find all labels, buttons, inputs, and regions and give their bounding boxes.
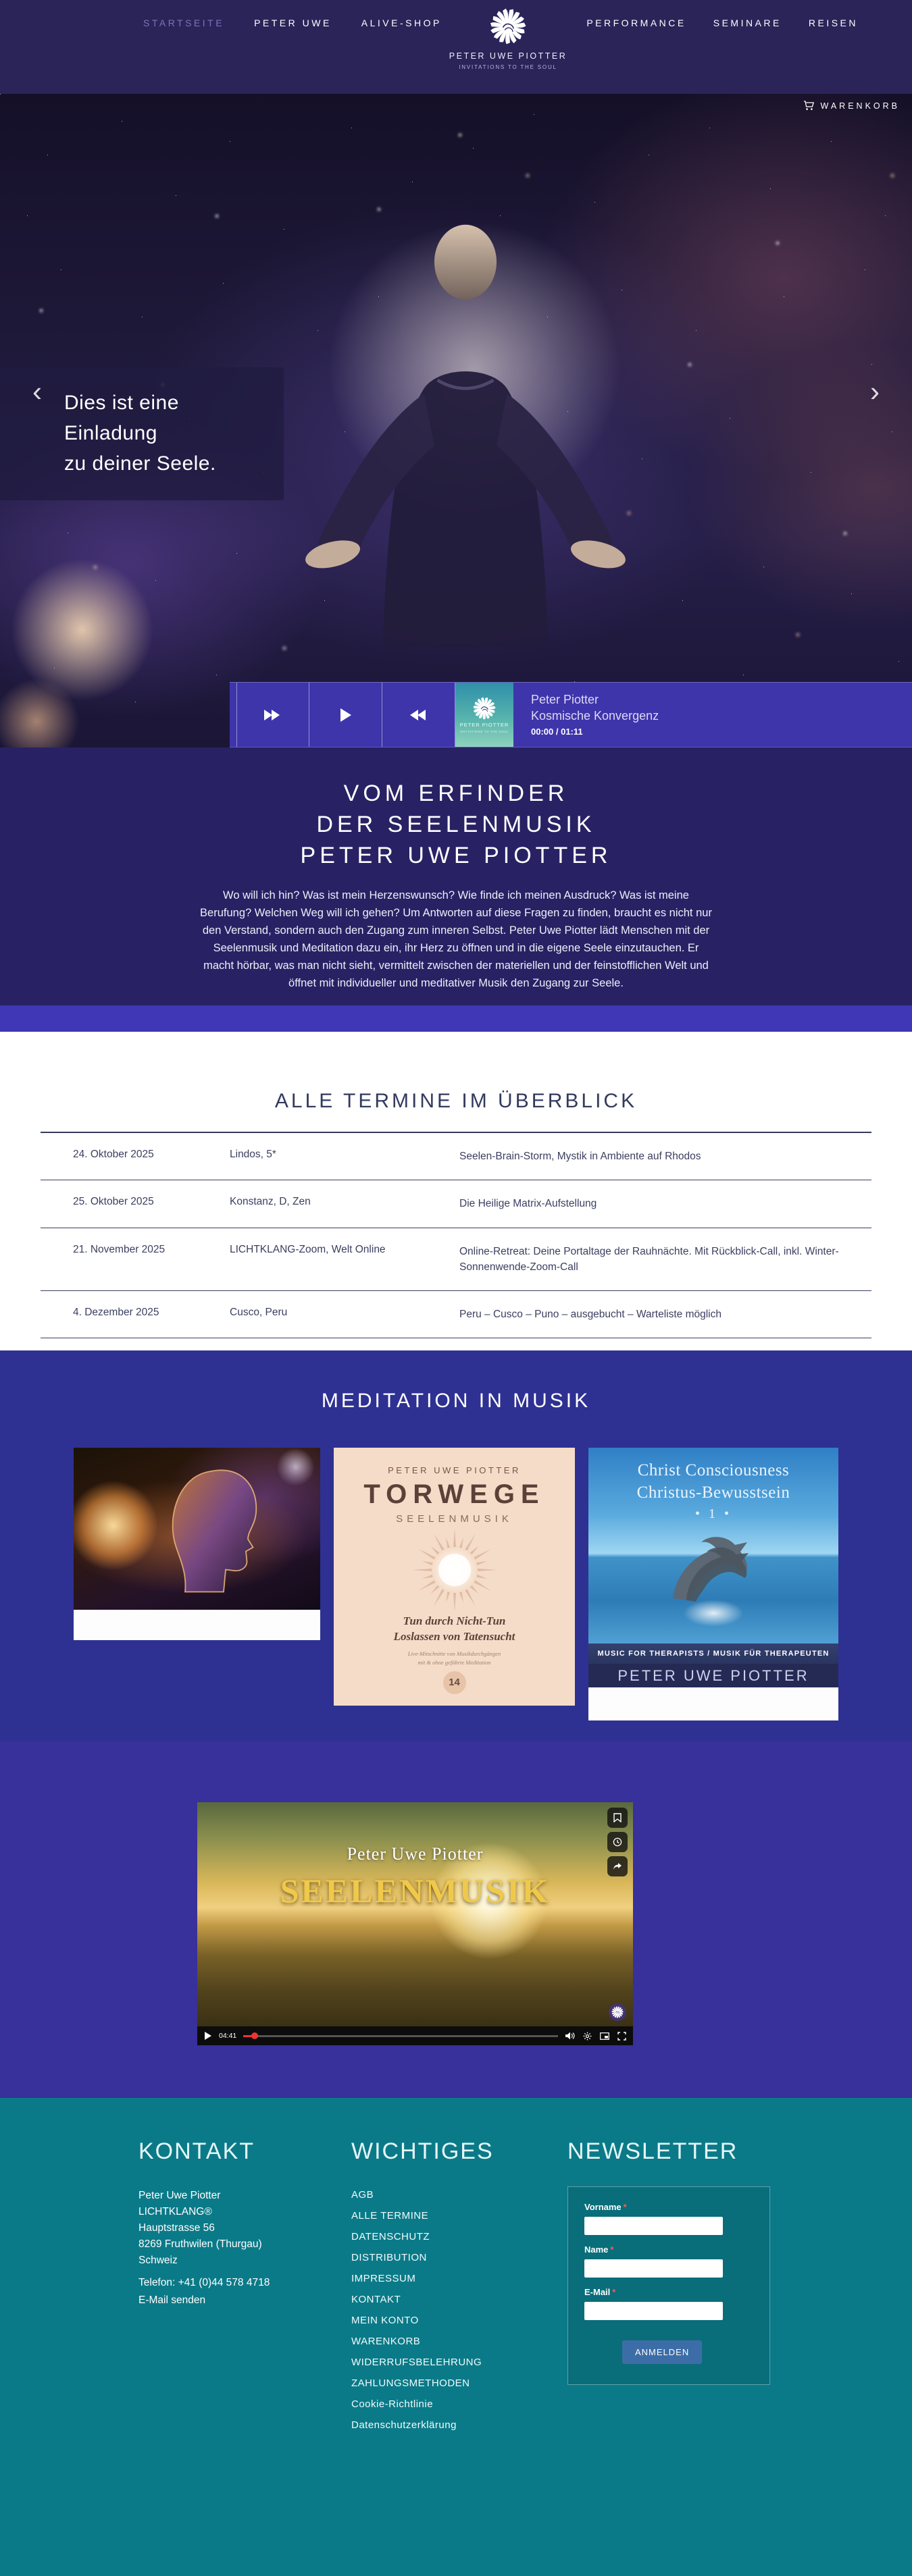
album-christ-title-de: Christus-Bewusstsein bbox=[636, 1483, 790, 1502]
video-right-controls bbox=[565, 2032, 626, 2041]
logo-subtitle: INVITATIONS TO THE SOUL bbox=[459, 64, 557, 70]
kontakt-brand: LICHTKLANG® bbox=[138, 2206, 212, 2218]
nav-item-alive-shop[interactable]: ALIVE-SHOP bbox=[361, 18, 442, 28]
video-overlay-buttons bbox=[607, 1808, 628, 1876]
name-field[interactable] bbox=[584, 2259, 723, 2278]
footer-kontakt bbox=[138, 2138, 341, 2307]
hero-slider bbox=[0, 94, 912, 747]
about-title-line1: VOM ERFINDER bbox=[343, 781, 569, 806]
footer-link-agb[interactable]: AGB bbox=[351, 2189, 374, 2201]
album-christ-number: • 1 • bbox=[694, 1506, 732, 1521]
site-logo[interactable] bbox=[420, 8, 596, 70]
site-header bbox=[0, 0, 912, 94]
album-torwege-number-badge: 14 bbox=[443, 1671, 466, 1694]
termine-event: Peru – Cusco – Puno – ausgebucht – Warteliste möglich bbox=[459, 1309, 721, 1320]
footer bbox=[0, 2098, 912, 2576]
termine-row[interactable] bbox=[41, 1180, 871, 1228]
termine-date: 25. Oktober 2025 bbox=[73, 1196, 154, 1208]
shopping-cart-icon bbox=[803, 101, 815, 111]
cart-label: WARENKORB bbox=[820, 101, 900, 111]
video-player[interactable] bbox=[197, 1802, 633, 2045]
spiral-logo-icon bbox=[490, 8, 526, 45]
wichtiges-heading: WICHTIGES bbox=[351, 2138, 494, 2164]
required-mark: * bbox=[612, 2287, 616, 2297]
previous-track-icon bbox=[263, 708, 283, 722]
footer-link-widerrufsbelehrung[interactable]: WIDERRUFSBELEHRUNG bbox=[351, 2357, 482, 2368]
required-mark: * bbox=[623, 2202, 627, 2212]
termine-date: 21. November 2025 bbox=[73, 1243, 166, 1255]
logo-title: PETER UWE PIOTTER bbox=[449, 51, 567, 61]
vorname-label-text: Vorname bbox=[584, 2202, 622, 2212]
about-title-line3: PETER UWE PIOTTER bbox=[300, 842, 612, 868]
nav-item-reisen[interactable]: REISEN bbox=[808, 18, 858, 28]
channel-watermark[interactable] bbox=[609, 2003, 626, 2021]
album-cosmic-head[interactable] bbox=[74, 1448, 320, 1640]
footer-link-mein-konto[interactable]: MEIN KONTO bbox=[351, 2315, 419, 2326]
video-title-text: SEELENMUSIK bbox=[280, 1872, 551, 1910]
clock-icon bbox=[613, 1837, 622, 1847]
share-arrow-icon bbox=[613, 1862, 622, 1870]
fullscreen-icon[interactable] bbox=[617, 2032, 626, 2041]
album-cosmic-head-art bbox=[74, 1448, 320, 1610]
miniplayer-icon[interactable] bbox=[600, 2032, 609, 2040]
album-torwege-subtitle: SEELENMUSIK bbox=[396, 1513, 513, 1525]
album-christ-band2: PETER UWE PIOTTER bbox=[588, 1664, 838, 1687]
termine-date: 24. Oktober 2025 bbox=[73, 1149, 154, 1160]
termine-table bbox=[41, 1132, 871, 1338]
bookmark-icon bbox=[613, 1813, 622, 1822]
termine-location: LICHTKLANG-Zoom, Welt Online bbox=[230, 1243, 386, 1255]
album-torwege-artist: PETER UWE PIOTTER bbox=[388, 1465, 521, 1475]
artwork-spiral-icon bbox=[473, 697, 496, 720]
previous-track-button[interactable] bbox=[236, 683, 309, 747]
kontakt-city: 8269 Fruthwilen (Thurgau) bbox=[138, 2238, 262, 2251]
album-torwege-title: TORWEGE bbox=[363, 1479, 545, 1509]
track-info bbox=[531, 683, 659, 747]
next-track-icon bbox=[409, 708, 429, 722]
newsletter-form bbox=[567, 2186, 770, 2385]
footer-link-zahlungsmethoden[interactable]: ZAHLUNGSMETHODEN bbox=[351, 2377, 470, 2389]
nav-item-seminare[interactable]: SEMINARE bbox=[713, 18, 782, 28]
video-section bbox=[0, 1741, 912, 2098]
video-play-icon[interactable] bbox=[204, 2031, 212, 2041]
starfield-bright bbox=[0, 94, 1, 95]
hero-caption-line1: Dies ist eine Einladung bbox=[64, 392, 179, 444]
album-christ-art bbox=[588, 1448, 838, 1644]
footer-newsletter bbox=[567, 2138, 770, 2385]
album-christ-consciousness[interactable] bbox=[588, 1448, 838, 1720]
hero-man-figure bbox=[263, 202, 668, 648]
kontakt-name: Peter Uwe Piotter bbox=[138, 2190, 221, 2201]
volume-icon[interactable] bbox=[565, 2032, 575, 2040]
share-button[interactable] bbox=[607, 1856, 628, 1876]
termine-location: Cusco, Peru bbox=[230, 1307, 288, 1318]
footer-link-warenkorb[interactable]: WARENKORB bbox=[351, 2336, 421, 2347]
kontakt-address bbox=[138, 2188, 341, 2269]
termine-location: Lindos, 5* bbox=[230, 1149, 276, 1160]
album-torwege[interactable] bbox=[334, 1448, 575, 1706]
email-label-text: E-Mail bbox=[584, 2287, 611, 2297]
kontakt-heading: KONTAKT bbox=[138, 2138, 255, 2164]
vorname-label bbox=[584, 2202, 753, 2212]
required-mark: * bbox=[610, 2244, 614, 2255]
hero-caption bbox=[0, 367, 284, 500]
album-torwege-line2: Loslassen von Tatensucht bbox=[393, 1629, 515, 1643]
name-label-text: Name bbox=[584, 2244, 609, 2255]
watch-later-button[interactable] bbox=[607, 1832, 628, 1852]
audio-player bbox=[230, 682, 912, 747]
nav-left bbox=[143, 18, 442, 28]
album-caption-strip bbox=[74, 1610, 320, 1640]
email-link[interactable]: E-Mail senden bbox=[138, 2294, 206, 2307]
about-title-line2: DER SEELENMUSIK bbox=[316, 811, 596, 837]
album-row bbox=[0, 1448, 912, 1720]
footer-link-datenschutzerklaerung[interactable]: Datenschutzerklärung bbox=[351, 2419, 457, 2431]
termine-date: 4. Dezember 2025 bbox=[73, 1307, 159, 1318]
video-progress-bar[interactable] bbox=[243, 2035, 558, 2037]
music-title: MEDITATION IN MUSIK bbox=[321, 1390, 591, 1412]
video-thumbnail bbox=[197, 1802, 633, 2026]
termine-row[interactable] bbox=[41, 1133, 871, 1180]
video-progress-handle[interactable] bbox=[251, 2032, 258, 2039]
email-field[interactable] bbox=[584, 2302, 723, 2320]
termine-location: Konstanz, D, Zen bbox=[230, 1196, 311, 1208]
anmelden-button[interactable]: ANMELDEN bbox=[622, 2340, 702, 2364]
video-controls bbox=[197, 2026, 633, 2045]
termine-event: Online-Retreat: Deine Portaltage der Rauhnächte. Mit Rückblick-Call, inkl. Winter-Sonnenwende-Zoom-Call bbox=[459, 1245, 839, 1273]
footer-link-alle-termine[interactable]: ALLE TERMINE bbox=[351, 2210, 429, 2222]
save-button[interactable] bbox=[607, 1808, 628, 1828]
footer-link-distribution[interactable]: DISTRIBUTION bbox=[351, 2252, 427, 2263]
termine-event: Die Heilige Matrix-Aufstellung bbox=[459, 1198, 597, 1210]
splash bbox=[683, 1600, 744, 1627]
artwork-subtitle: INVITATIONS TO THE SOUL bbox=[459, 729, 509, 733]
footer-wichtiges bbox=[351, 2138, 554, 2431]
kontakt-phone: Telefon: +41 (0)44 578 4718 bbox=[138, 2277, 270, 2289]
hero-caption-line2: zu deiner Seele. bbox=[64, 452, 216, 475]
slider-next-arrow[interactable]: › bbox=[870, 375, 880, 407]
video-time: 04:41 bbox=[219, 2032, 237, 2040]
track-time: 00:00 / 01:11 bbox=[531, 727, 583, 737]
watermark-spiral-icon bbox=[611, 2006, 624, 2018]
termine-row[interactable] bbox=[41, 1228, 871, 1292]
footer-link-impressum[interactable]: IMPRESSUM bbox=[351, 2273, 416, 2284]
termine-section bbox=[0, 1032, 912, 1350]
head-profile-icon bbox=[155, 1463, 276, 1598]
artwork-title: PETER PIOTTER bbox=[459, 721, 509, 728]
nav-item-startseite[interactable]: STARTSEITE bbox=[143, 18, 225, 28]
album-torwege-small2: mit & ohne geführte Meditation bbox=[417, 1658, 491, 1666]
vorname-field[interactable] bbox=[584, 2217, 723, 2235]
next-track-button[interactable] bbox=[382, 683, 455, 747]
kontakt-country: Schweiz bbox=[138, 2255, 178, 2267]
footer-link-datenschutz[interactable]: DATENSCHUTZ bbox=[351, 2231, 430, 2242]
play-button[interactable] bbox=[309, 683, 382, 747]
name-label bbox=[584, 2244, 753, 2255]
slider-prev-arrow[interactable]: ‹ bbox=[32, 375, 42, 407]
settings-gear-icon[interactable] bbox=[583, 2032, 592, 2041]
nav-right bbox=[586, 18, 858, 28]
newsletter-heading: NEWSLETTER bbox=[567, 2138, 738, 2164]
album-torwege-small1: Live-Mitschnitte von Musikdurchgängen bbox=[407, 1650, 501, 1657]
album-christ-title-en: Christ Consciousness bbox=[637, 1461, 790, 1479]
play-icon bbox=[339, 707, 353, 723]
nav-item-peter-uwe[interactable]: PETER UWE bbox=[254, 18, 332, 28]
cart-link[interactable] bbox=[803, 101, 901, 111]
termine-row[interactable] bbox=[41, 1291, 871, 1338]
sun-rays-icon bbox=[404, 1526, 505, 1614]
track-artist: Peter Piotter bbox=[531, 693, 599, 706]
track-title: Kosmische Konvergenz bbox=[531, 709, 659, 722]
album-christ-band1: MUSIC FOR THERAPISTS / MUSIK FÜR THERAPEUTEN bbox=[588, 1644, 838, 1664]
dolphins-icon bbox=[646, 1527, 781, 1602]
album-caption-strip bbox=[588, 1687, 838, 1720]
divider-band bbox=[0, 1005, 912, 1032]
footer-link-cookie-richtlinie[interactable]: Cookie-Richtlinie bbox=[351, 2398, 434, 2410]
about-title bbox=[0, 779, 912, 872]
music-section bbox=[0, 1350, 912, 1741]
about-body: Wo will ich hin? Was ist mein Herzenswunsch? Wie finde ich meinen Ausdruck? Was ist meine Berufung? Welchen Weg will ich gehen? Um Antworten auf diese Fragen zu finden, braucht es nicht nur den Verstand, sondern auch den Zugang zum inneren Selbst. Peter Uwe Piotter lädt Menschen mit der Seelenmusik und Meditation dazu ein, ihr Herz zu öffnen und in die eigene Seele einzutauchen. Er macht hörbar, was man nicht sieht, vermittelt zwischen der materiellen und der feinstofflichen Welt und öffnet mit individueller und meditativer Musik den Zugang zur Seele. bbox=[200, 889, 712, 989]
termine-title: ALLE TERMINE IM ÜBERBLICK bbox=[274, 1090, 638, 1112]
about-section bbox=[0, 747, 912, 1005]
video-artist-text: Peter Uwe Piotter bbox=[347, 1844, 484, 1864]
album-torwege-line1: Tun durch Nicht-Tun bbox=[403, 1614, 506, 1627]
track-artwork[interactable] bbox=[455, 683, 513, 747]
kontakt-street: Hauptstrasse 56 bbox=[138, 2222, 215, 2234]
wichtiges-links bbox=[351, 2189, 554, 2431]
nav-item-performance[interactable]: PERFORMANCE bbox=[586, 18, 686, 28]
termine-event: Seelen-Brain-Storm, Mystik in Ambiente auf Rhodos bbox=[459, 1151, 701, 1162]
email-label bbox=[584, 2287, 753, 2297]
footer-link-kontakt[interactable]: KONTAKT bbox=[351, 2294, 401, 2305]
